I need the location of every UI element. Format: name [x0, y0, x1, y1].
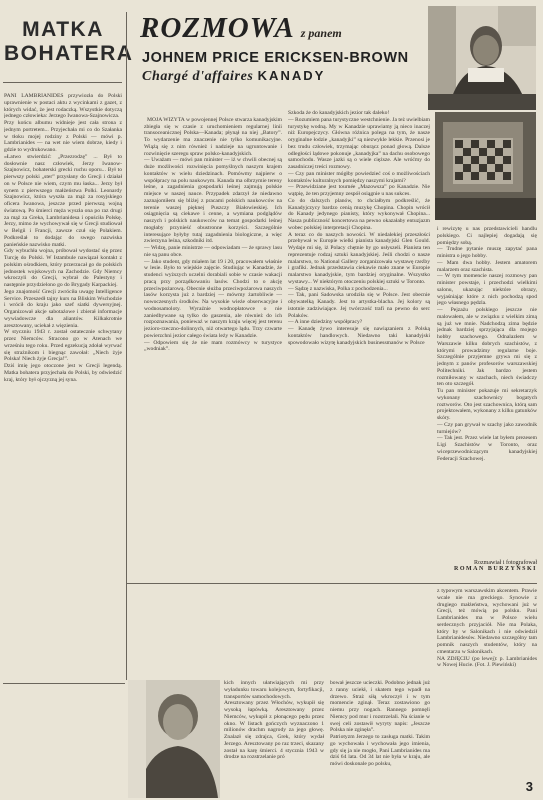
headline-role-line [142, 68, 325, 85]
article-signature [437, 560, 537, 572]
portrait-photo-image [428, 6, 536, 110]
headline-with: z panem [300, 26, 342, 40]
sidebar-bottom-rule [3, 683, 125, 684]
headline-subtitle: JOHNEM PRICE ERICKSEN-BROWN [142, 50, 409, 66]
woman-photo [128, 680, 220, 798]
headline-country: KANADY [257, 68, 326, 83]
bottom-column-c: z typowym warszawskim akcentem. Prawie wcale nie ma greckiego. Synowie z drugiego małżeństwa, wychowani już w Grecji, też mówią po polsku. Pani Lambrianides ma w Polsce wielu serdecznych przyjaciół. Nie ma Polaka, który by w Salonikach i nie odwiedził Lambrianidesów. Niedawno szczególny tam pomnik naszych studentów, który na cmentarzu w Salonikach. NA ZDJĘCIU (po lewej): p. Lambrianides w Nowej Hucie. (Fot. J. Piewiński) [437, 588, 537, 669]
chess-photo-image [435, 112, 536, 220]
sidebar-title [4, 18, 134, 66]
sidebar-article-text: PANI LAMBRIANIDES przywiozła do Polski uprawnienie w postaci aktu z wycinkami z gazet, z których widać, że jest rodaczką. Wszystkie dotyczą jednego człowieka: Jerzego Iwanowa-Szajnowicza. Przy końcu albumu widnieje jest cała strona z jednym portretem... Przyjechała mi co do Szałanka w tłoku mojej rodziny z Polski — mówi p. Lambrianides — na wet nie wiem dobrze, kiedy i gdzie to wydrukowano. «Łatwo stwierdzić: „Przezrodzę” ... Był to dosłownie nasz człowiek, Jerzy Iwanow-Szajnowicz, bohaterski grecki ruchu oporu... Był to pierwszy polski „ster” przysłany do Grecji i działał on w Polsce nie wiem, czym mu łaska... Jerzy był synem z pierwszego małżeństwa Polki. Leonardy Szajnowicz, która wyszła za mąż za rosyjskiego oficera Iwanowa, jeszcze przed pierwszą wojną światową. Po śmierci męża wyszła ona po raz drugi za mąż za Greka, Lambrianidesa i opuściła Polskę. Jerzy, mimo że wychowywał się w Grecji studiował w Belgii i Francji, zawsze czuł się Polakiem. Podkreślał to dodając do swego nazwiska panieńskie nazwisko matki. Gdy wybuchła wojna, próbował wydostać się przez Turcję do Polski. W Istambule nawiązał kontakt z polskim ośrodkiem, który przerzucał go do polskich jednostek wojskowych na Zachodzie. Gdy Niemcy wkroczyli do Grecji, wybrał do Palestyny i następnie przydzielono go do Brygady Karpackiej. Jego znajomość Grecji zwróciła uwagę Intelligence Service. Przeszedł tajny kurs na Bliskim Wschodzie i wrócił do kraju jako szef siatki dywersyjnej. Organizował akcje sabotażowe i zbierał informacje wywiadowcze dla aliantów. Kilkakrotnie aresztowany, uciekał z więzienia. W styczniu 1943 r. został ostatecznie schwytany przez Niemców. Stracono go w Atenach we wrześniu tego roku. Przed egzekucją zdołał wyrwać się strażnikom i biegnąc zawołał: „Niech żyje Polska! Niech żyje Grecja!”. Dziś imię jego otoczone jest w Grecji legendą. Matka bohatera przyjechała do Polski, by odwiedzić kraj, który był ojczyzną jej syna. [4, 93, 122, 383]
headline-role: Chargé d'affaires [142, 69, 254, 84]
article-column-1 [144, 110, 282, 580]
signature-caption: Rozmawiał i fotografował [474, 560, 537, 566]
bottom-divider [127, 583, 537, 584]
woman-photo-image [128, 680, 220, 798]
chess-photo [435, 112, 536, 220]
article-column-2: Szkoda że do kanadyjskich jezior tak daleko! — Rozumiem pana turystyczne westchnienie. Ja też uwielbiam turystykę wodną. My w Kanadzie uprawiamy ją nieco inaczej niż Europejczycy. Główna różnica polega na tym, że nasze oryginalne łodzie „kanadyjki” są niezwykle lekkie. Przenosi je bez trudu człowiek, trzymając oburącz ponad głową. Dalsze odległości lądowe pokonuje „kanadyjka” na dachu osobowego samochodu. Wasze jazki są o wiele cięższe. Ale wróćmy do zasadniczej treści rozmowy. — Czy pan minister mógłby powiedzieć coś o możliwościach kontaktów kulturalnych pomiędzy naszymi krajami? — Przewidziane jest tournée „Mazowsza” po Kanadzie. Nie wątpię, że ten przyjemny zespół osiągnie u nas sukces. Co do dalszych planów, to chciałbym podkreślić, że Kanadyjczycy bardzo cenią muzykę Chopina. Chopin wrócił do Kanady jedynego pianisty, który wykonywał Chopina... Nasza publiczność koncertowa na pewno okazałaby entuzjazm wobec polskiej interpretacji Chopina. A teraz co do naszych nowości. W niedalekiej przeszłości przebywał w Europie wielki pianista kanadyjski Glen Gould. Wydaje mi się, iż Polacy chętnie by go usłyszeli. Pianista ten reprezentuje rodzaj sztuki kanadyjskiej. Jeśli chodzi o nasze malarstwo, to National Gallery zorganizowała wystawę rzeźby i grafiki. Jednak przedstawia ciekawie mało znane w Europie malarstwo kanadyjskie, tym bardziej oryginalne. Wszystko wystawy... W niektórym otoczeniu polskiej sztuki w Toronto. — Sądzę z nazwiska, Polka z pochodzenia... — Tak, pani Sadowska urodziła się w Polsce. Jest obecnie obywatelką Kanady. Jest to artystka-blacha. Jej kolory są istotnie zadziwiające. Jej twórczość trafi na pewno do serc Polaków. — A inne dziedziny współpracy? — Kanadę żywo interesuje się nawiązaniem z Polską kontaktów handlowych. Niedawno taki kanadyjski spowodowało wizytę kanadyjskich businessmanów w Polsce [288, 110, 430, 346]
page-number: 3 [525, 779, 533, 794]
bottom-column-a: kich innych ułatwiających mi przy wyładunku towaru kolejowym, fortyfikacji, transportów samochodowych. Aresztowany przez Włochów, wykupił się wysoką łapówką. Aresztowany przez Niemców, wykupił z płonącego pędu przez okno. W listach gończych wyznaczono 1 milionów drachm nagrody za jego głowę. Znalazł się zdrajca, Grek, który wydał Jerzego. Aresztowany po raz trzeci, skazany został na karę śmierci. 4 stycznia 1943 w drodze na rozstrzelanie pró [224, 680, 324, 761]
article-col1-text: MOJA WIZYTA w powojennej Polsce stwarza kanadyjskim zbiegła się w czasie z uruchomieniem regularnej linii transoceanicznej Polska—Kanada; płynął na niej „Batory”. To wydarzenie ma znaczenie nie tylko komunikacyjne. Wiążą się z nim również i nadzieje na ugruntowanie i rozwinięcie szeregu spraw polsko-kanadyjskich. — Uważam — mówi pan minister — iż w chwili obecnej są duże możliwości rozwinięcia pomyślnych naszym krajem kontaktów w wielu dziedzinach. Pomówmy najpierw o współpracy na polu naukowym. Kanada ma olbrzymie tereny leśne, a zagadnienia gospodarki leśnej zajmują polskie miejsce w naszej nauce. Przypadek zdarzył że niedawno zaznajomiłem się bliżej z pracami polskich naukowców na terenie waszej pięknej Puszczy Białowieskiej. Ich osiągnięcia są ciekawe i cenne, a wymiana podglądów naszych i polskich naukowców na temat gospodarki leśnej mogłaby przynieść obustronne korzyści. Szczególnie interesujące byłyby tutaj zagadnienia biologiczne, a więc zwierzyna leśna, szkodniki itd. — Widzę, panie ministrze — odpowiadam — że sprawy lasu nie są panu obce. — Jako student, gdy miałem lat 19 i 20, pracowałem właśnie w lesie. Było to wiejskie zajęcie. Studiując w Kanadzie, że studenci wyższych uczelni dorabiali sobie w czasie wakacji pracą przy porządkowaniu lasów. Chodzi to o akcję przeciwpożarową. Obecnie służba przeciwpożarowa naszych lasów korzysta już z bardziej — mówmy żartobliwie — nowoczesnych środków. Na wysokie wieże obserwacyjne i wodnosamoloty. Wyraźnie wodnopłatowce o nie zaniedbywane są tylko do gaszenia, ale również do ich rozpoznawania, ponieważ w naszym kraju więcej jest terenu jezioro-rzeczno-dolinnych, niż otwartego lądu. Trzy czwarte powierzchni jezior całego świata leży w Kanadzie. — Odpowiem się że nie mam rozmówcy w turystyce „wodniak”. [144, 116, 282, 353]
article-column-3: i rewizytę u nas przedstawicieli handlu polskiego. Ci najlepiej dogadają się pomiędzy sobą. — Trudne pytanie muszę zapytać pana ministra o jego hobby. — Mam dwa hobby. Jestem amatorem malarzem oraz szachista. — W tym momencie naszej rozmowy pan minister powstaje, i przechodzi wielkimi salonu, ukazując niektóre obrazy, wyjaśniając które z nich pochodzą spod jego własnego pędzla. — Pejzażu polskiego jeszcze nie malowałem, ale w związku z wielkim zimą są już we mnie. Nadchodzą zima będzie jednak bardziej sprzyjająca dla mojego hobby szachowego. Odnalazłem w Warszawie kilku dobrych szachistów, z którymi prowadzimy regularne boje. Szczególnie przyjemne grywa mi się z jednym z panów profesorów warszawskiej Politechniki. Jak bardzo jestem rozmiłowany w szachach, niech świadczy ten oto szczegół. Tu pan minister pokazuje mi sekretarzyk wykonany szachownicy bogatych roztworów. Oto jest szachownica, którą sam projektowałem, wykonany z kilku gatunków skóry. — Czy pan grywał w szachy jako zawodnik turniejów? — Tak jest. Przez wiele lat byłem prezesem Ligi Szachistów w Toronto, oraz wiceprzewodniczącym kanadyjskiej Federacji Szachowej. [437, 226, 537, 462]
signature-name: ROMAN BURZYŃSKI [453, 566, 537, 572]
headline [140, 12, 342, 45]
sidebar-divider [126, 12, 127, 680]
sidebar-title-line1: MATKA [22, 18, 104, 41]
sidebar-rule [3, 82, 122, 83]
headline-main: ROZMOWA [140, 12, 295, 44]
sidebar-title-line2: BOHATERA [4, 42, 134, 65]
portrait-photo [428, 6, 536, 110]
bottom-column-b: bował jeszcze ucieczki. Podobno jednak już z ranny uciekł, i skatem tego wpadł na drzewo. Straż siłą wkroczył i w tym momencie zginął. Teraz zostawiono go niemu przy nogach. Rannego pomnęli Niemcy pod mur i rozstrzelali. Na ścianie w swej celi zostawił wyryty napis: „Jeszcze Polska nie zginęła”. Patriotyzm Jerzego to zasługa matki. Takim go wychowała i wychowała jego imienia, gdy się ja nie mogło, Pani Lambrianides ma dziś 64 lata. Od 34 lat nie była w kraju, ale mówi doskonale po polsku, [330, 680, 430, 767]
